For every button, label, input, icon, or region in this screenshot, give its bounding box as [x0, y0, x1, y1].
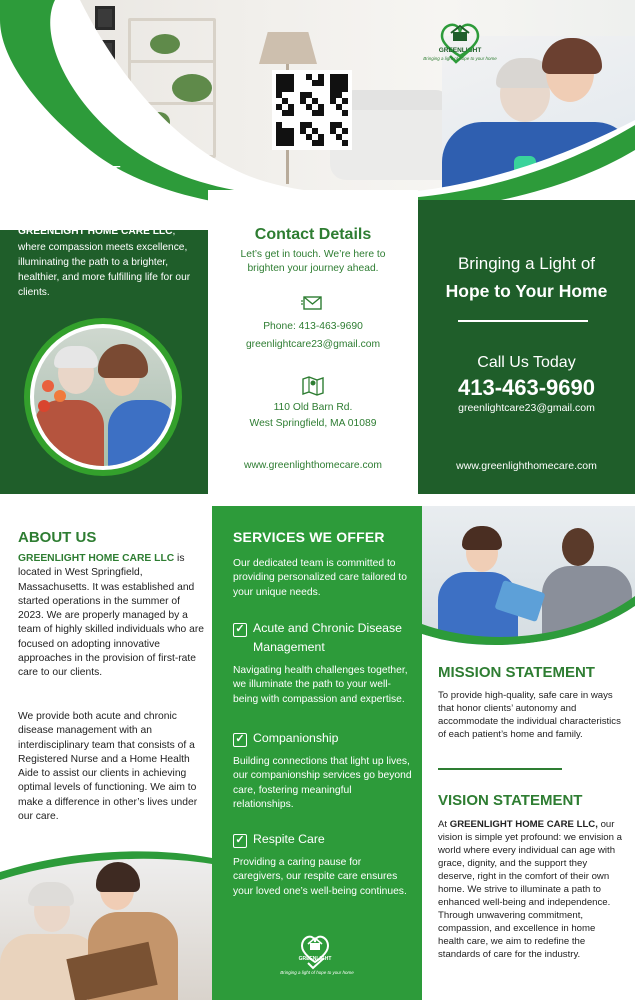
tulip-flower: [38, 400, 50, 412]
service-heading: Respite Care: [253, 832, 325, 846]
logo-wordmark: GREENLIGHT: [298, 956, 332, 962]
mission-divider: [438, 768, 562, 770]
tulip-flower: [42, 380, 54, 392]
cover-email[interactable]: greenlightcare23@gmail.com: [458, 402, 595, 414]
mail-icon: [301, 294, 323, 312]
house-icon: [453, 32, 467, 41]
green-arc-decoration: [422, 506, 635, 646]
contact-email[interactable]: greenlightcare23@gmail.com: [245, 339, 381, 350]
cover-headline-line2: Hope to Your Home: [445, 281, 608, 301]
service-description: Navigating health challenges together, we illuminate the path to your well-being with compassion and expertise.: [233, 665, 408, 705]
caregiver-reading-photo: [0, 850, 212, 1000]
checkbox-icon: ✓: [233, 834, 247, 848]
circle-photo-frame: [24, 318, 182, 476]
checkbox-icon: ✓: [233, 733, 247, 747]
about-title: ABOUT US: [18, 529, 97, 546]
caregiver-hair: [98, 344, 148, 378]
contact-phone[interactable]: Phone: 413-463-9690: [263, 321, 363, 332]
service-heading: Companionship: [253, 731, 339, 745]
cover-headline-line1: Bringing a Light of: [457, 254, 596, 273]
company-name: [18, 164, 198, 200]
cover-website[interactable]: www.greenlighthomecare.com: [456, 460, 597, 472]
vision-text-rest: our vision is simple yet profound: we envision a world where every individual can age with grace, dignity, and the support they deserve, right in the comfort of their own home. We strive to illuminate a path to enhanced well-being and independence. Through unwavering commitment, compassion, and excellence in home health care, we aim to redefine the standards of care for the industry.: [438, 819, 622, 960]
intro-company-name: GREENLIGHT HOME CARE LLC: [18, 226, 173, 238]
logo-wordmark: GREENLIGHT: [438, 47, 482, 54]
blue-scrubs: [108, 400, 172, 466]
contact-subtitle: Let’s get in touch. We’re here to brighten your journey ahead.: [240, 249, 386, 274]
checkbox-icon: ✓: [233, 623, 247, 637]
house-icon: [310, 943, 320, 950]
about-company-name: GREENLIGHT HOME CARE LLC: [18, 553, 175, 564]
tagline-bottom: Bringing a light of hope to your home: [280, 970, 354, 975]
greenlight-logo-white: [290, 930, 340, 970]
brochure-outside-panel: [0, 0, 635, 494]
cover-phone-number[interactable]: 413-463-9690: [457, 375, 595, 400]
cover-divider: [458, 320, 588, 322]
services-intro: Our dedicated team is committed to providing personalized care tailored to your unique needs.: [233, 558, 408, 598]
intro-text-pre: Step into the heart of care at: [18, 211, 147, 222]
nurse-with-patient-photo: [422, 506, 635, 646]
senior-with-caregiver-photo: [34, 328, 172, 466]
senior-hair: [28, 882, 74, 906]
about-paragraph-1: [18, 552, 204, 681]
contact-title: Contact Details: [254, 226, 372, 243]
contact-website[interactable]: www.greenlighthomecare.com: [244, 460, 382, 471]
company-name-line2: HOME CARE LLC: [18, 182, 148, 199]
intro-text-post: , where compassion meets excellence, illuminating the path to a brighter, healthier, and more fulfilling life for our clients.: [18, 226, 191, 299]
mission-title: MISSION STATEMENT: [438, 664, 595, 681]
vision-body: [438, 818, 623, 961]
tagline-top: Bringing a light of hope to your home: [423, 56, 497, 61]
qr-module: [342, 140, 348, 146]
about-paragraph-2: We provide both acute and chronic disease management with an interdisciplinary team that consists of a Registered Nurse and a Home Health Aide to assist our clients in achieving optimal levels of functioning. We aim to make a difference in other’s lives under our care.: [18, 711, 198, 823]
tulip-flower: [54, 390, 66, 402]
vision-text-pre: At: [438, 819, 450, 830]
vision-company-name: GREENLIGHT HOME CARE LLC,: [449, 819, 598, 830]
qr-code-pattern: [276, 74, 348, 146]
service-description: Providing a caring pause for caregivers, our respite care ensures your loved one’s well-being continues.: [233, 857, 407, 897]
about-p1-text: is located in West Springfield, Massachusetts. It was established and started operations in the summer of 2023. We are properly managed by a team of highly skilled individuals who are focused on adopting innovative approaches in the provision of first-rate care to our clients.: [18, 553, 205, 679]
mission-body: To provide high-quality, safe care in ways that honor clients’ autonomy and accommodate the individual characteristics of each patient’s home and family.: [438, 690, 621, 740]
service-heading: Acute and Chronic Disease Management: [253, 621, 403, 654]
services-title: SERVICES WE OFFER: [233, 529, 385, 545]
circle-photo-border: [30, 324, 176, 470]
map-icon: [301, 374, 325, 396]
contact-address-line1: 110 Old Barn Rd.: [273, 402, 353, 413]
cover-column: [418, 200, 635, 494]
senior-hair: [54, 346, 98, 368]
service-description: Building connections that light up lives, our companionship services go beyond care, fostering meaningful relationships.: [233, 756, 412, 810]
contact-address-line2: West Springfield, MA 01089: [249, 418, 377, 429]
vision-title: VISION STATEMENT: [438, 792, 583, 809]
intro-paragraph: [18, 209, 204, 301]
company-name-line1: GREENLIGHT: [18, 164, 121, 181]
call-us-label: Call Us Today: [477, 354, 576, 371]
qr-code[interactable]: [272, 70, 352, 150]
